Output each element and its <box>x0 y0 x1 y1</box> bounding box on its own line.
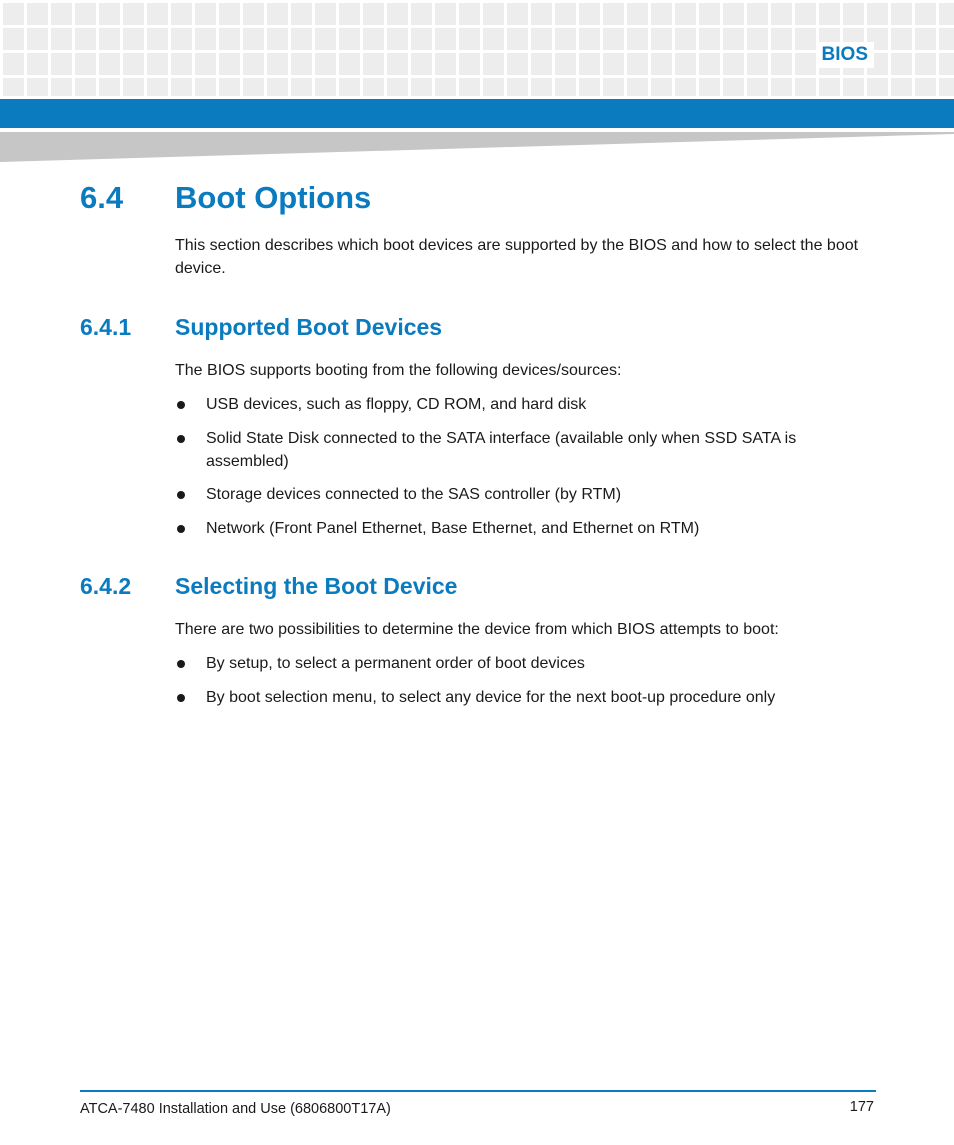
list-item: USB devices, such as floppy, CD ROM, and hard disk <box>175 393 865 416</box>
section-title: Boot Options <box>175 180 372 215</box>
list-item: Storage devices connected to the SAS controller (by RTM) <box>175 483 865 506</box>
bullet-icon <box>177 525 185 533</box>
subsection-number: 6.4.2 <box>80 573 132 599</box>
section-intro: This section describes which boot devices are supported by the BIOS and how to select the boot device. <box>175 237 859 277</box>
bullet-icon <box>177 694 185 702</box>
list-item: Solid State Disk connected to the SATA interface (available only when SSD SATA is assembled) <box>175 427 865 473</box>
selecting-device-intro: There are two possibilities to determine the device from which BIOS attempts to boot: <box>175 621 779 638</box>
list-item: By boot selection menu, to select any device for the next boot-up procedure only <box>175 686 865 709</box>
header-blue-bar <box>0 99 954 128</box>
section-number: 6.4 <box>80 180 124 215</box>
header-gray-wedge <box>0 132 954 162</box>
list-item: By setup, to select a permanent order of boot devices <box>175 652 865 675</box>
list-item: Network (Front Panel Ethernet, Base Ethernet, and Ethernet on RTM) <box>175 517 865 540</box>
supported-devices-list <box>175 393 865 550</box>
header-pattern <box>0 0 954 96</box>
subsection-title: Selecting the Boot Device <box>175 573 458 599</box>
supported-devices-intro: The BIOS supports booting from the following devices/sources: <box>175 362 622 379</box>
footer-page-number: 177 <box>849 1099 874 1115</box>
bullet-icon <box>177 435 185 443</box>
running-header-section: BIOS <box>816 42 874 68</box>
bullet-icon <box>177 660 185 668</box>
footer-rule <box>80 1090 876 1092</box>
bullet-icon <box>177 491 185 499</box>
footer-document-title: ATCA-7480 Installation and Use (6806800T17A) <box>80 1101 391 1117</box>
subsection-number: 6.4.1 <box>80 314 132 340</box>
subsection-title: Supported Boot Devices <box>175 314 443 340</box>
selecting-device-list <box>175 652 865 719</box>
bullet-icon <box>177 401 185 409</box>
